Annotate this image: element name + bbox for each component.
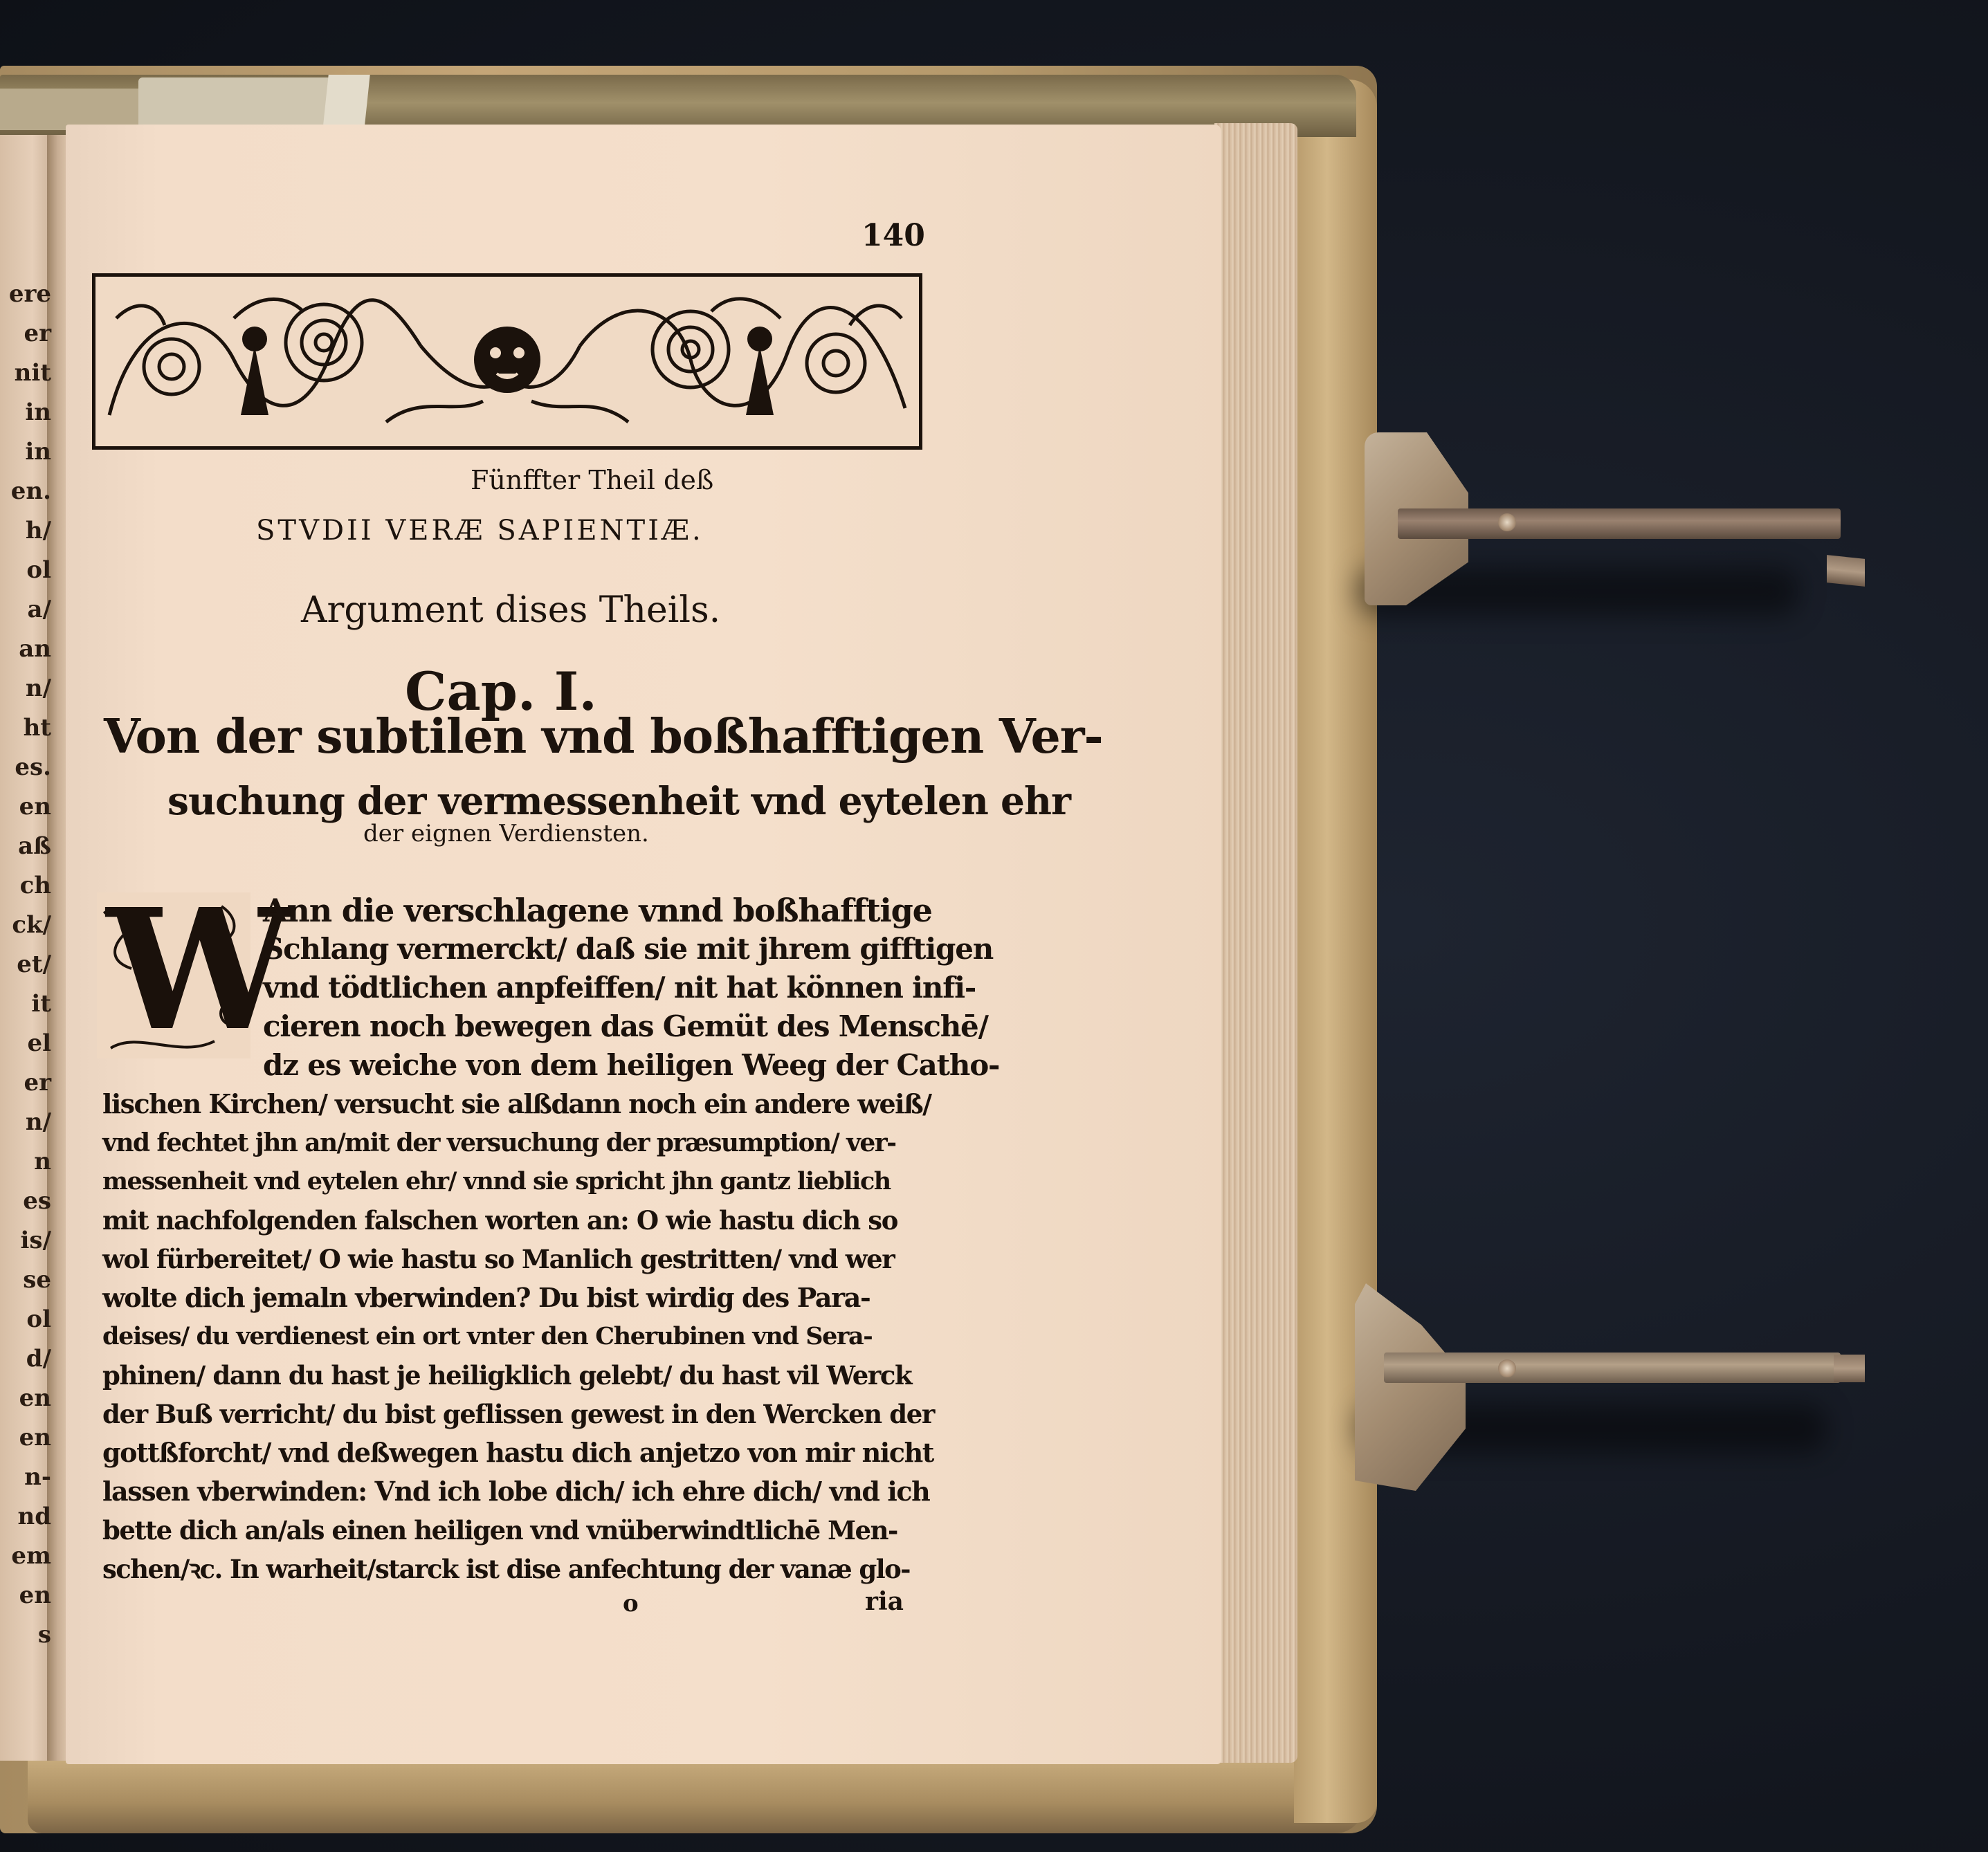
page-block-edge <box>1214 123 1297 1763</box>
left-page-line-fragment: ere <box>8 280 51 308</box>
signature-mark: o <box>623 1590 639 1617</box>
initial-letter: W <box>107 872 293 1067</box>
left-page-line-fragment: en <box>19 1424 51 1451</box>
part-heading-latin: STVDII VERÆ SAPIENTIÆ. <box>256 515 704 547</box>
left-page-line-fragment: ol <box>26 556 51 584</box>
left-page-line-fragment: er <box>24 320 51 347</box>
left-page-line-fragment: a/ <box>27 596 51 623</box>
left-page-line-fragment: in <box>25 438 51 466</box>
left-page-line-fragment: es. <box>15 753 51 781</box>
body-line: wol fürbereitet/ O wie hastu so Manlich gestritten/ vnd wer <box>102 1244 895 1274</box>
left-page-line-fragment: er <box>24 1069 51 1097</box>
chapter-title-line: der eignen Verdiensten. <box>363 820 649 847</box>
chapter-heading: Cap. I. <box>405 661 597 722</box>
lower-clasp-rivet <box>1498 1359 1516 1377</box>
spine-fragment <box>0 89 145 130</box>
ornamental-headpiece <box>92 273 922 450</box>
left-page-line-fragment: it <box>31 990 51 1018</box>
book-back-board <box>1294 80 1377 1823</box>
body-line: mit nachfolgenden falschen worten an: O wie hastu dich so <box>102 1205 897 1236</box>
left-page-line-fragment: n/ <box>25 675 51 702</box>
left-page-line-fragment: em <box>11 1542 51 1570</box>
part-heading: Fünffter Theil deß <box>471 465 714 495</box>
body-line: Ann die verschlagene vnnd boßhafftige <box>263 892 932 929</box>
body-line: vnd tödtlichen anpfeiffen/ nit hat können infi- <box>263 971 976 1005</box>
body-line: deises/ du verdienest ein ort vnter den Cherubinen vnd Sera- <box>102 1322 873 1350</box>
book-bottom-edge <box>28 1757 1363 1833</box>
lower-clasp-strap <box>1384 1353 1841 1383</box>
left-page-line-fragment: ch <box>19 872 51 899</box>
left-page-line-fragment: n/ <box>25 1108 51 1136</box>
body-line: dz es weiche von dem heiligen Weeg der Catho- <box>263 1048 1000 1082</box>
body-line: lassen vberwinden: Vnd ich lobe dich/ ich ehre dich/ vnd ich <box>102 1476 930 1507</box>
left-page-line-fragment: en <box>19 1581 51 1609</box>
left-page-line-fragment: nd <box>17 1503 51 1530</box>
lower-clasp-tip <box>1834 1355 1865 1382</box>
left-page-line-fragment: n- <box>24 1463 51 1491</box>
left-page-line-fragment: et/ <box>17 951 51 978</box>
body-line: bette dich an/als einen heiligen vnd vnüberwindtlichē Men- <box>102 1515 897 1546</box>
decorated-initial <box>97 872 293 1067</box>
left-page-line-fragment: aß <box>18 832 51 860</box>
left-page-line-fragment: ck/ <box>12 911 51 939</box>
headpiece-ornament <box>95 277 919 446</box>
body-line: Schlang vermerckt/ daß sie mit jhrem gifftigen <box>263 932 994 966</box>
left-page-line-fragment: d/ <box>26 1345 51 1373</box>
body-line: wolte dich jemaln vberwinden? Du bist wirdig des Para- <box>102 1282 870 1313</box>
body-line: vnd fechtet jhn an/mit der versuchung der præsumption/ ver- <box>102 1128 896 1157</box>
left-page-line-fragment: ht <box>23 714 51 742</box>
upper-clasp-strap <box>1398 508 1841 539</box>
body-line: schen/ꝛc. In warheit/starck ist dise anfechtung der vanæ glo- <box>102 1554 910 1584</box>
body-line: messenheit vnd eytelen ehr/ vnnd sie spricht jhn gantz lieblich <box>102 1167 891 1195</box>
left-page-line-fragment: h/ <box>25 517 51 544</box>
body-line: cieren noch bewegen das Gemüt des Menschē/ <box>263 1009 988 1043</box>
left-page-line-fragment: n <box>34 1148 51 1175</box>
left-page-line-fragment: nit <box>14 359 51 387</box>
left-page-line-fragment: ol <box>26 1305 51 1333</box>
left-page-line-fragment: en <box>19 793 51 820</box>
body-line: lischen Kirchen/ versucht sie alßdann noch ein andere weiß/ <box>102 1088 931 1119</box>
body-line: gottßforcht/ vnd deßwegen hastu dich anjetzo von mir nicht <box>102 1437 933 1468</box>
left-page-line-fragment: s <box>37 1621 51 1649</box>
argument-heading: Argument dises Theils. <box>301 589 721 631</box>
page-number: 140 <box>861 218 925 253</box>
body-line: der Buß verricht/ du bist geflissen gewest in den Wercken der <box>102 1399 934 1429</box>
chapter-title-line: suchung der vermessenheit vnd eytelen ehr <box>167 778 1070 823</box>
left-page-line-fragment: en. <box>10 477 51 505</box>
left-page-line-fragment: en <box>19 1384 51 1412</box>
left-page-line-fragment: se <box>23 1266 51 1294</box>
chapter-title-line: Von der subtilen vnd boßhafftigen Ver- <box>104 709 1103 764</box>
body-line: phinen/ dann du hast je heiligklich gelebt/ du hast vil Werck <box>102 1360 912 1391</box>
left-page-line-fragment: el <box>27 1029 51 1057</box>
catchword: ria <box>865 1587 904 1616</box>
upper-clasp-tip <box>1827 555 1865 587</box>
left-page-line-fragment: es <box>23 1187 51 1215</box>
left-page-line-fragment: in <box>25 398 51 426</box>
left-page-line-fragment: an <box>19 635 51 663</box>
upper-clasp-rivet <box>1498 513 1516 531</box>
left-page-line-fragment: is/ <box>20 1227 51 1254</box>
